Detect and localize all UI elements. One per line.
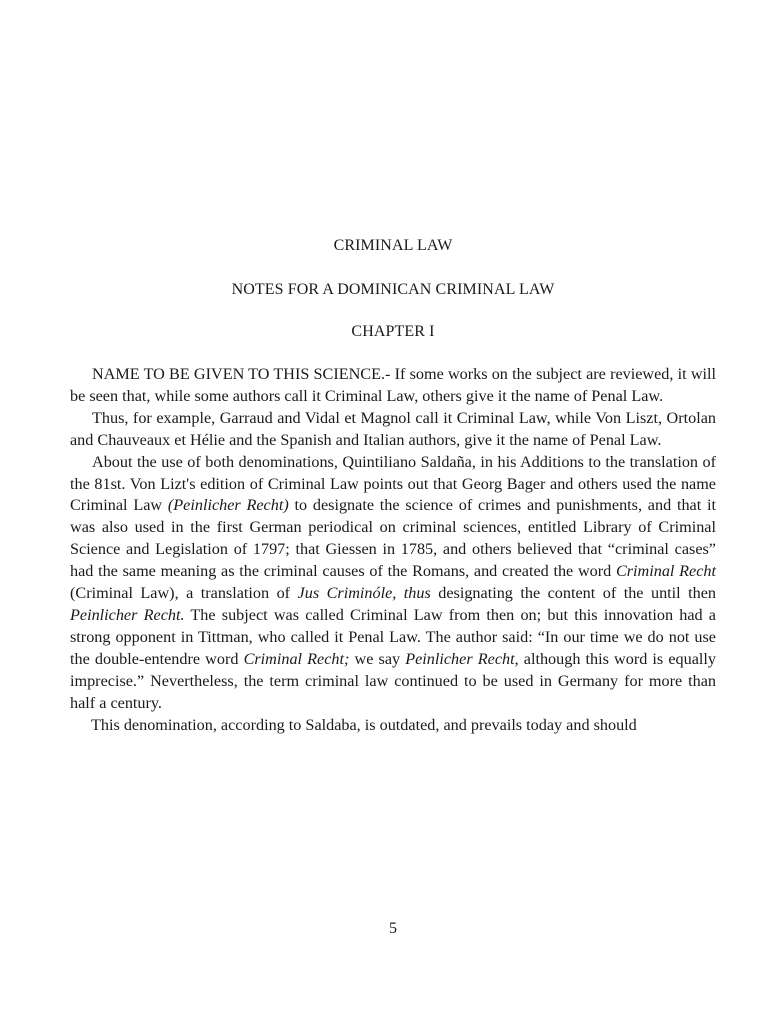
paragraph-text: , although this word is equally imprecise.” Nevertheless, the term criminal law continued to be used in Germany for more than half a century.: [70, 649, 716, 712]
body-paragraph: [70, 364, 716, 408]
page-number: 5: [389, 920, 397, 937]
paragraph-text: This denomination, according to Saldaba, is outdated, and prevails today and should: [91, 715, 637, 734]
italic-text: Peinlicher Recht.: [70, 605, 185, 624]
body-paragraph: [70, 715, 716, 737]
paragraph-text: to designate the science of crimes and punishments, and that it was also used in the first German periodical on criminal sciences, entitled Library of Criminal Science and Legislation of 1797; that Giessen in 1785, and others believed that “criminal cases” had the same meaning as the criminal causes of the Romans, and created the word: [70, 496, 716, 581]
italic-text: Jus Criminóle, thus: [297, 584, 431, 603]
paragraph-text: NAME TO BE GIVEN TO THIS SCIENCE.- If some works on the subject are reviewed, it will be seen that, while some authors call it Criminal Law, others give it the name of Penal Law.: [70, 365, 716, 405]
body-paragraph: [70, 452, 716, 715]
page-title: CRIMINAL LAW: [333, 237, 453, 254]
italic-text: Criminal Recht: [615, 562, 716, 581]
body-text: [70, 364, 716, 736]
paragraph-text: About the use of both denominations, Quintiliano Saldaña, in his Additions to the translation of the 81st. Von Lizt's edition of Criminal Law points out that Georg Bager and others used the name Criminal Law: [70, 452, 716, 515]
paragraph-text: The subject was called Criminal Law from then on; but this innovation had a strong opponent in Tittman, who called it Penal Law. The author said: “In our time we do not use the double-entendre word: [70, 605, 716, 668]
paragraph-text: (Criminal Law), a translation of: [70, 584, 298, 603]
italic-text: Peinlicher Recht: [405, 649, 515, 668]
document-page: [70, 0, 716, 1024]
italic-text: Criminal Recht;: [243, 649, 350, 668]
body-paragraph: [70, 408, 716, 452]
paragraph-text: we say: [349, 649, 406, 668]
paragraph-text: designating the content of the until then: [430, 584, 717, 603]
paragraph-text: Thus, for example, Garraud and Vidal et Magnol call it Criminal Law, while Von Liszt, Ortolan and Chauveaux et Hélie and the Spanish and Italian authors, give it the name of Penal Law.: [70, 408, 716, 449]
chapter-heading: CHAPTER I: [351, 323, 435, 340]
italic-text: (Peinlicher Recht): [167, 496, 289, 515]
page-subtitle: NOTES FOR A DOMINICAN CRIMINAL LAW: [231, 281, 555, 298]
